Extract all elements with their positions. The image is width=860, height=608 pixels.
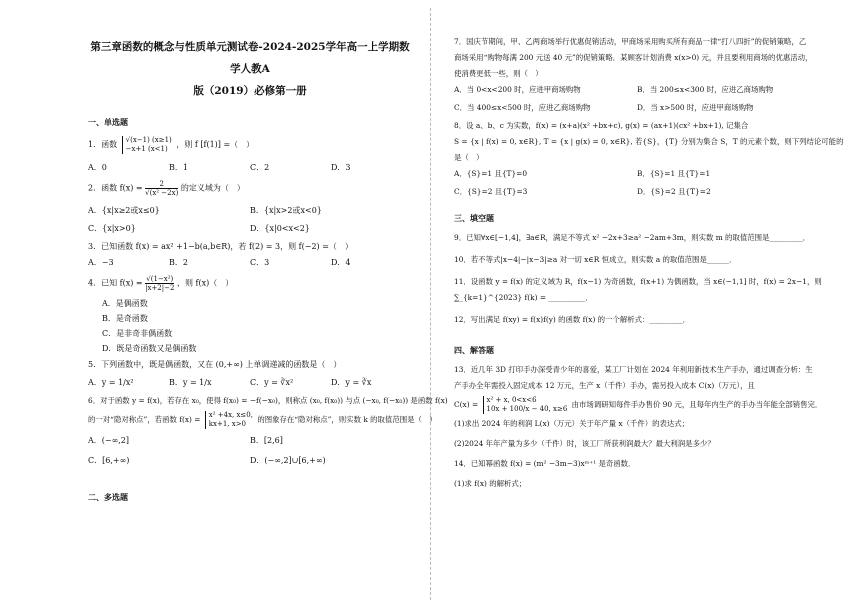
- section-single-choice: 一、单选题: [88, 117, 128, 127]
- section-answer: 四、解答题: [454, 345, 494, 355]
- options: A．是偶函数 B．是奇函数 C．是非奇非偶函数 D．既是奇函数又是偶函数: [102, 299, 197, 353]
- section-multi-choice: 二、多选题: [88, 492, 128, 502]
- question-13: 13．近几年 3D 打印手办深受青少年的喜爱，某工厂计划在 2024 年利用新技术生产手办，通过调查分析：生 产手办全年需投入固定成本 12 万元，生产 x（千件）手办，需另投入成本 C(x)（万元），且 C(x) = x² + x, 0<x<6 10x + 100/x − 40, x≥6 由市场调研知每件手办售价 90 元，且每年内生产的手办当年能全部销售完． (1)求出 2024 年的利润 L(x)（万元）关于年产量 x（千件）的表达式； (2)2024 年年产量为多少（千件）时，该工厂所获利润最大？最大利润是多少？: [454, 365, 823, 448]
- options: A．{S}=1 且{T}=0 B．{S}=1 且{T}=1: [454, 169, 711, 178]
- question-6: 6．对于函数 y = f(x)，若存在 x₀，使得 f(x₀) = −f(−x₀)，则称点 (x₀, f(x₀)) 与点 (−x₀, f(−x₀)) 是函数 f(x) 的一对“隐对称点”，若函数 f(x) = x² +4x, x≤0, kx+1, x>0 的图象存在“隐对称点”，则实数 k 的取值范围是（ ） A．(−∞,2] B．[2,6] C．[6,+∞) D．(−∞,2]∪[6,+∞): [88, 396, 448, 465]
- question-14: 14．已知幂函数 f(x) = (m² −3m−3)xᵐ⁺¹ 是奇函数． (1)求 f(x) 的解析式；: [454, 459, 636, 488]
- question-3: 3．已知函数 f(x) = ax² +1−b(a,b∈R)，若 f(2) = 3，则 f(−2) =（ ） A．−3 B．2 C．3 D．4: [88, 241, 412, 269]
- options: A．y = 1/x² B．y = 1/x C．y = ∛x² D．y = ∛x: [88, 378, 372, 387]
- options: A．0 B．1 C．2 D．3: [88, 163, 351, 172]
- question-4: 4．已知 f(x) = $\frac{\text{√(1−x²)}}{|x+2|-2}$ ，则 f(x)（ ） A．是偶函数 B．是奇函数 C．是非奇非偶函数 D．既是奇函数又是偶函数: [88, 275, 412, 355]
- options: C．{S}=2 且{T}=3 D．{S}=2 且{T}=2: [454, 187, 711, 196]
- options: A．−3 B．2 C．3 D．4: [88, 258, 351, 267]
- question-10: 10．若不等式|x−4|−|x−3|≥a 对一切 x∈R 恒成立，则实数 a 的取值范围是______．: [454, 255, 737, 264]
- piecewise-brace: x² + x, 0<x<6 10x + 100/x − 40, x≥6: [483, 396, 568, 414]
- fraction: $\frac{\text{√(1−x²)}}{|x+2|-2}$: [145, 275, 175, 292]
- options: C．[6,+∞) D．(−∞,2]∪[6,+∞): [88, 456, 326, 465]
- section-fill-blank: 三、填空题: [454, 213, 494, 223]
- question-5: 5．下列函数中，既是偶函数，又在 (0,+∞) 上单调递减的函数是（ ） A．y = 1/x² B．y = 1/x C．y = ∛x² D．y = ∛x: [88, 359, 412, 389]
- options: A．当 0<x<200 时，应进甲商场购物 B．当 200≤x<300 时，应进乙商场购物: [454, 85, 774, 94]
- options: C．{x|x>0} D．{x|0<x<2}: [88, 224, 310, 233]
- question-8: 8．设 a、b、c 为实数，f(x) = (x+a)(x² +bx+c), g(x) = (ax+1)(cx² +bx+1), 记集合 S = {x | f(x) = 0, x∈R}, T = {x | g(x) = 0, x∈R}, 若{S}，{T} 分别为集合 S，T 的元素个数，则下列结论可能的 是（ ） A．{S}=1 且{T}=0 B．{S}=1 且{T}=1 C．{S}=2 且{T}=3 D．{S}=2 且{T}=2: [454, 121, 844, 196]
- question-9: 9．已知∀x∈[−1,4]，∃a∈R，满足不等式 x² −2x+3≥a² −2am+3m，则实数 m 的取值范围是_________．: [454, 233, 811, 242]
- question-11: 11．设函数 y = f(x) 的定义域为 R，f(x−1) 为奇函数，f(x+1) 为偶函数，当 x∈(−1,1] 时，f(x) = 2x−1，则 ∑_{k=1}^{2023} f(k) = __________．: [454, 277, 822, 302]
- right-column: [430, 0, 860, 608]
- question-12: 12．写出满足 f(xy) = f(x)f(y) 的函数 f(x) 的一个解析式：_________．: [454, 315, 691, 324]
- piecewise-brace: √(x−1) (x≥1) −x+1 (x<1): [122, 136, 172, 154]
- piecewise-brace: x² +4x, x≤0, kx+1, x>0: [205, 411, 253, 429]
- question-1: 1．函数 √(x−1) (x≥1) −x+1 (x<1) ，则 f [f(1)] =（ ） A．0 B．1 C．2 D．3: [88, 136, 412, 174]
- options: A．{x|x≥2或x≤0} B．{x|x>2或x<0}: [88, 206, 322, 215]
- options: C．当 400≤x<500 时，应进乙商场购物 D．当 x>500 时，应进甲商场购物: [454, 103, 754, 112]
- options: A．(−∞,2] B．[2,6]: [88, 436, 283, 445]
- document-title: 第三章函数的概念与性质单元测试卷-2024-2025学年高一上学期数学人教A 版（2019）必修第一册: [90, 41, 410, 97]
- question-2: 2．函数 f(x) = $\frac{2}{\text{√(x² −2x)}}$ 的定义域为（ ） A．{x|x≥2或x≤0} B．{x|x>2或x<0} C．{x|x>0} D．{x|0<x<2}: [88, 180, 412, 235]
- question-7: 7．国庆节期间，甲、乙两商场举行优惠促销活动，甲商场采用购买所有商品一律“打八四折”的促销策略，乙 商场采用“购物每满 200 元送 40 元”的促销策略．某顾客计划消费 x(x>0) 元，并且要利用商场的优惠活动， 使消费更低一些，则（ ） A．当 0<x<200 时，应进甲商场购物 B．当 200≤x<300 时，应进乙商场购物 C．当 400≤x<500 时，应进乙商场购物 D．当 x>500 时，应进甲商场购物: [454, 36, 820, 114]
- fraction: $\frac{2}{\text{√(x² −2x)}}$: [145, 180, 179, 197]
